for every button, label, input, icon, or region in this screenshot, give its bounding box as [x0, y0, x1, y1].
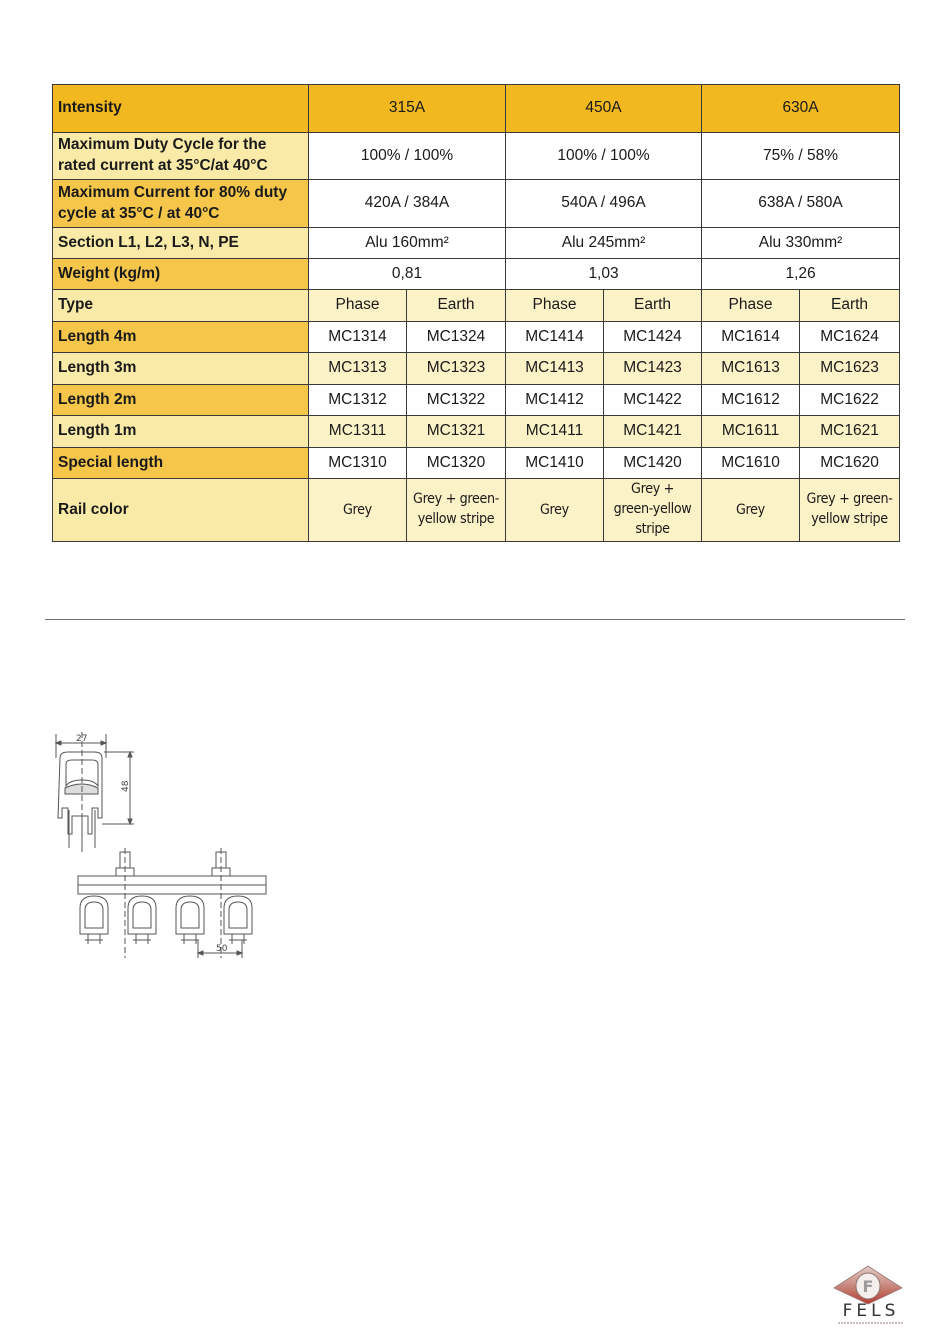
- type-cell: Earth: [800, 290, 900, 322]
- ref-cell: MC1312: [309, 385, 407, 416]
- max-current-630: 638A / 580A: [702, 180, 900, 228]
- ref-cell: MC1424: [604, 322, 702, 353]
- ref-cell: MC1611: [702, 416, 800, 448]
- max-current-315: 420A / 384A: [309, 180, 506, 228]
- weight-row: [53, 259, 900, 290]
- header-row: [53, 85, 900, 133]
- section-row: [53, 228, 900, 259]
- type-label: Type: [53, 290, 309, 322]
- color-cell: Grey: [506, 479, 604, 542]
- col-450a: 450A: [506, 85, 702, 133]
- type-cell: Earth: [407, 290, 506, 322]
- duty-cycle-450: 100% / 100%: [506, 133, 702, 180]
- color-cell: Grey + green-yellow stripe: [407, 479, 506, 542]
- section-315: Alu 160mm²: [309, 228, 506, 259]
- rail-color-row: [53, 479, 900, 542]
- length-label: Length 4m: [53, 322, 309, 353]
- type-cell: Phase: [702, 290, 800, 322]
- rail-profile-drawing: [40, 728, 280, 960]
- ref-cell: MC1612: [702, 385, 800, 416]
- color-cell: Grey + green-yellow stripe: [800, 479, 900, 542]
- ref-cell: MC1313: [309, 353, 407, 385]
- dim-pitch-label: 50: [216, 944, 228, 954]
- ref-cell: MC1422: [604, 385, 702, 416]
- ref-cell: MC1624: [800, 322, 900, 353]
- max-current-label: Maximum Current for 80% duty cycle at 35°C / at 40°C: [53, 180, 309, 228]
- duty-cycle-label: Maximum Duty Cycle for the rated current at 35°C/at 40°C: [53, 133, 309, 180]
- length-label: Length 2m: [53, 385, 309, 416]
- ref-cell: MC1414: [506, 322, 604, 353]
- weight-630: 1,26: [702, 259, 900, 290]
- logo-text: FELS: [842, 1301, 900, 1321]
- length-row: [53, 448, 900, 479]
- type-cell: Earth: [604, 290, 702, 322]
- ref-cell: MC1421: [604, 416, 702, 448]
- ref-cell: MC1311: [309, 416, 407, 448]
- ref-cell: MC1620: [800, 448, 900, 479]
- section-label: Section L1, L2, L3, N, PE: [53, 228, 309, 259]
- color-cell: Grey + green-yellow stripe: [604, 479, 702, 542]
- logo-tagline-icon: [836, 1321, 906, 1325]
- weight-label: Weight (kg/m): [53, 259, 309, 290]
- ref-cell: MC1413: [506, 353, 604, 385]
- color-cell: Grey: [309, 479, 407, 542]
- max-current-row: [53, 180, 900, 228]
- section-630: Alu 330mm²: [702, 228, 900, 259]
- ref-cell: MC1411: [506, 416, 604, 448]
- dim-width-label: 27: [76, 734, 88, 744]
- ref-cell: MC1320: [407, 448, 506, 479]
- ref-cell: MC1623: [800, 353, 900, 385]
- ref-cell: MC1610: [702, 448, 800, 479]
- ref-cell: MC1622: [800, 385, 900, 416]
- intensity-label: Intensity: [53, 85, 309, 133]
- max-current-450: 540A / 496A: [506, 180, 702, 228]
- length-row: [53, 322, 900, 353]
- length-row: [53, 416, 900, 448]
- section-450: Alu 245mm²: [506, 228, 702, 259]
- ref-cell: MC1412: [506, 385, 604, 416]
- col-630a: 630A: [702, 85, 900, 133]
- ref-cell: MC1322: [407, 385, 506, 416]
- length-label: Special length: [53, 448, 309, 479]
- type-row: [53, 290, 900, 322]
- weight-315: 0,81: [309, 259, 506, 290]
- duty-cycle-630: 75% / 58%: [702, 133, 900, 180]
- weight-450: 1,03: [506, 259, 702, 290]
- ref-cell: MC1410: [506, 448, 604, 479]
- ref-cell: MC1321: [407, 416, 506, 448]
- spec-table: [52, 84, 900, 542]
- rail-color-label: Rail color: [53, 479, 309, 542]
- length-label: Length 1m: [53, 416, 309, 448]
- ref-cell: MC1314: [309, 322, 407, 353]
- ref-cell: MC1614: [702, 322, 800, 353]
- section-divider: [45, 619, 905, 620]
- ref-cell: MC1310: [309, 448, 407, 479]
- dim-height-label: 48: [121, 780, 131, 792]
- ref-cell: MC1323: [407, 353, 506, 385]
- type-cell: Phase: [309, 290, 407, 322]
- ref-cell: MC1420: [604, 448, 702, 479]
- color-cell: Grey: [702, 479, 800, 542]
- length-row: [53, 353, 900, 385]
- duty-cycle-row: [53, 133, 900, 180]
- length-row: [53, 385, 900, 416]
- ref-cell: MC1621: [800, 416, 900, 448]
- type-cell: Phase: [506, 290, 604, 322]
- ref-cell: MC1423: [604, 353, 702, 385]
- ref-cell: MC1324: [407, 322, 506, 353]
- length-label: Length 3m: [53, 353, 309, 385]
- col-315a: 315A: [309, 85, 506, 133]
- logo-mark: F: [862, 1277, 874, 1296]
- duty-cycle-315: 100% / 100%: [309, 133, 506, 180]
- ref-cell: MC1613: [702, 353, 800, 385]
